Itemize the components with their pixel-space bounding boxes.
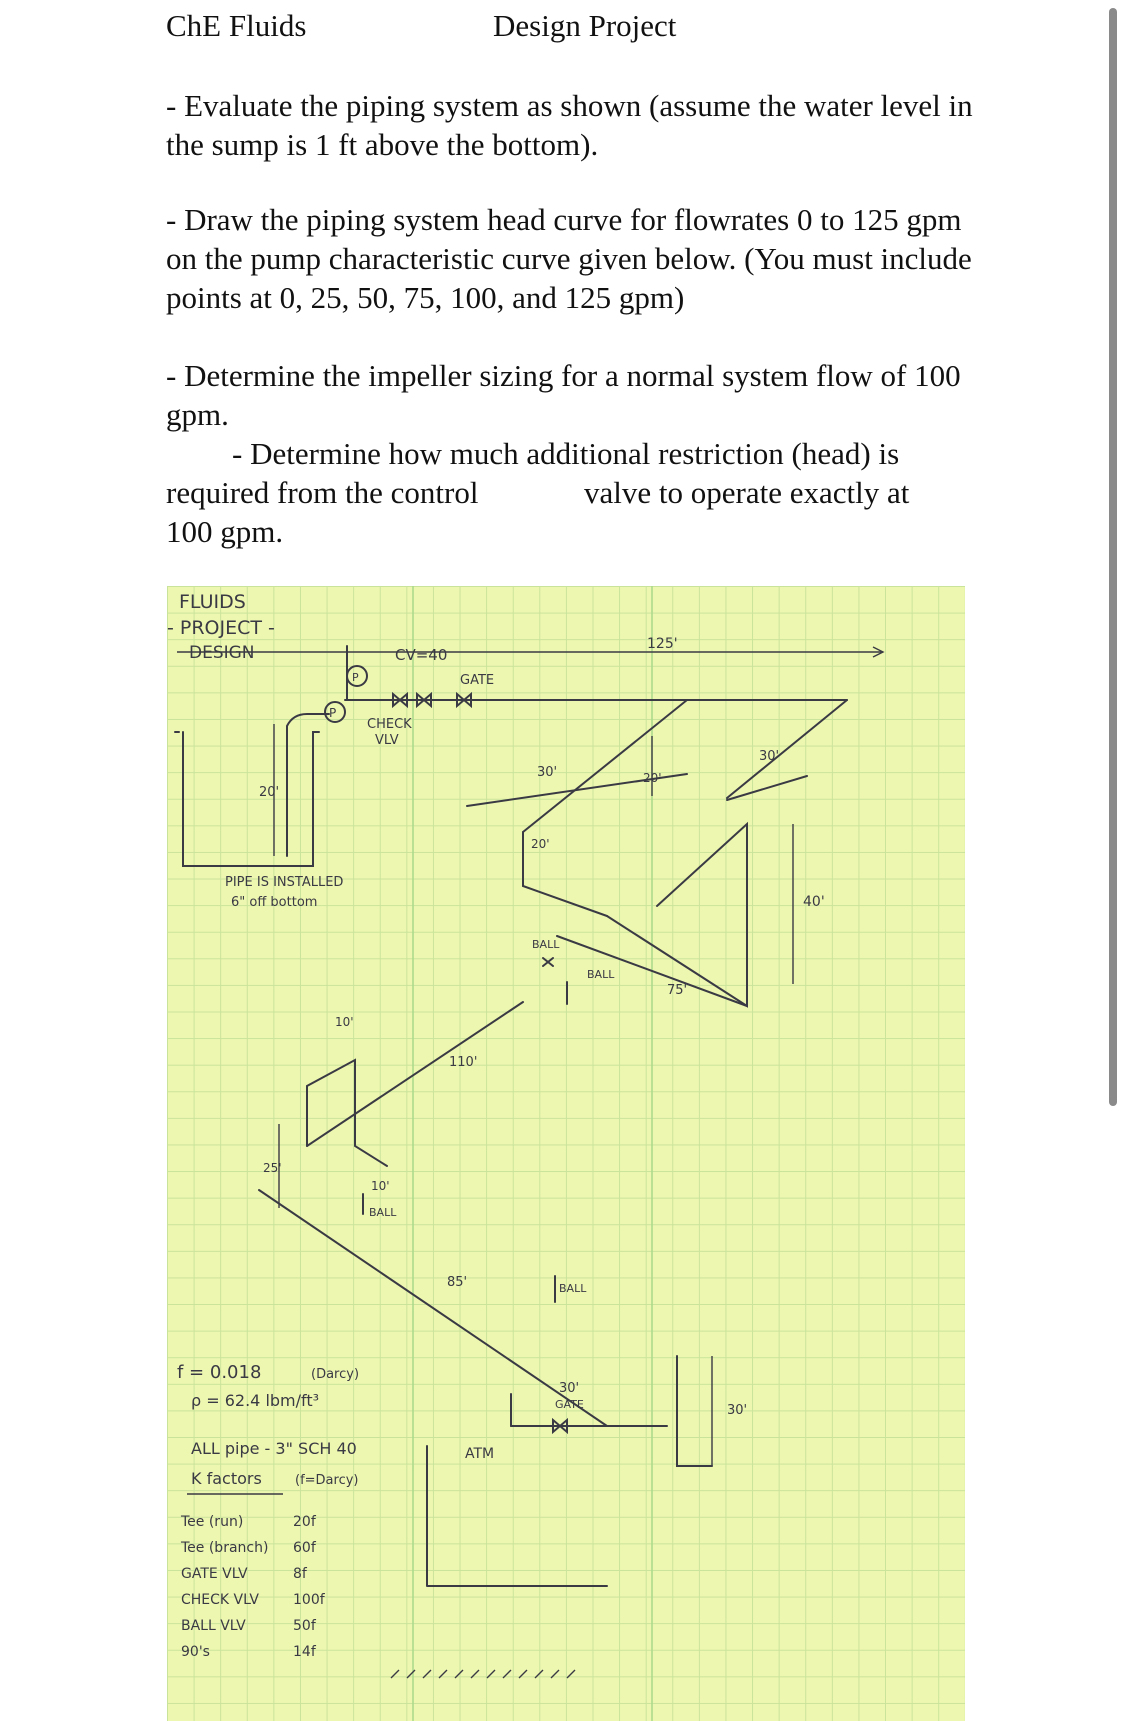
check-valve-label-1: CHECK: [367, 717, 412, 732]
instruction-head-curve: - Draw the piping system head curve for flowrates 0 to 125 gpm on the pump characteristic curve given below. (You must include points at 0, 25, 50, 75, 100, and 125 gpm): [166, 202, 972, 315]
course-label: ChE Fluids: [166, 8, 307, 43]
piping-isometric-drawing: [167, 586, 965, 1721]
density-note: ρ = 62.4 lbm/ft³: [191, 1391, 320, 1410]
k-factor-name: 90's: [181, 1644, 210, 1660]
friction-tag: (Darcy): [311, 1367, 360, 1382]
ball-valve-label-2: BALL: [587, 968, 615, 981]
k-factor-table: [180, 1514, 326, 1660]
dim-10-a: 10': [335, 1015, 354, 1029]
instruction-restriction-line1: - Determine how much additional restriction (head) is: [232, 436, 900, 471]
gate-valve-label: GATE: [460, 673, 495, 688]
dim-40: 40': [803, 894, 825, 910]
pipe-note-line2: 6" off bottom: [231, 895, 318, 910]
k-factors-tag: (f=Darcy): [295, 1473, 359, 1488]
vertical-scrollbar[interactable]: [1109, 8, 1117, 1106]
instruction-restriction-line3: valve to operate exactly at: [584, 475, 910, 510]
instruction-restriction-line4: 100 gpm.: [166, 514, 284, 549]
friction-factor: f = 0.018: [177, 1362, 262, 1383]
dim-30-c: 30': [559, 1381, 580, 1396]
k-factor-name: Tee (branch): [181, 1540, 269, 1556]
k-factors-title: K factors: [191, 1469, 262, 1488]
k-factor-name: GATE VLV: [181, 1566, 248, 1582]
dim-30-b: 30': [759, 749, 780, 764]
svg-text:P: P: [352, 671, 359, 684]
dim-30-a: 30': [537, 765, 558, 780]
instruction-impeller: - Determine the impeller sizing for a normal system flow of 100 gpm.: [166, 358, 961, 432]
ball-valve-label-3: BALL: [369, 1206, 397, 1219]
sketch-title-fluids: FLUIDS: [179, 591, 246, 613]
atm-label: ATM: [465, 1446, 495, 1462]
document-title: Design Project: [493, 8, 677, 43]
k-factor-name: Tee (run): [181, 1514, 244, 1530]
dim-sump-20: 20': [259, 785, 280, 800]
sketch-title-design: DESIGN: [189, 643, 255, 663]
dim-110: 110': [449, 1055, 478, 1070]
k-factor-name: CHECK VLV: [181, 1592, 259, 1608]
k-factor-value: 50f: [293, 1618, 316, 1634]
k-factor-value: 8f: [293, 1566, 307, 1582]
gate-valve-label-2: GATE: [555, 1398, 584, 1411]
pump-symbol: P: [329, 706, 337, 720]
dim-20-c: 20': [531, 837, 550, 851]
pipe-note-line1: PIPE IS INSTALLED: [225, 875, 344, 890]
k-factor-name: BALL VLV: [181, 1618, 246, 1634]
check-valve-label-2: VLV: [375, 733, 399, 748]
ball-valve-label-4: BALL: [559, 1282, 587, 1295]
dim-125: 125': [647, 636, 678, 652]
ball-valve-label-1: BALL: [532, 938, 560, 951]
piping-sketch: [167, 586, 965, 1721]
dim-30-d: 30': [727, 1403, 748, 1418]
dim-85: 85': [447, 1275, 468, 1290]
cv-40-label: CV=40: [395, 646, 448, 664]
k-factor-value: 60f: [293, 1540, 316, 1556]
pipe-spec: ALL pipe - 3" SCH 40: [191, 1439, 357, 1458]
instruction-restriction-line2: required from the control: [166, 475, 479, 510]
instruction-evaluate: - Evaluate the piping system as shown (assume the water level in the sump is 1 ft above the bottom).: [166, 88, 973, 162]
sketch-title-project: - PROJECT -: [167, 617, 275, 639]
dim-25: 25': [263, 1161, 282, 1175]
k-factor-value: 100f: [293, 1592, 325, 1608]
dim-20-b: 20': [643, 771, 662, 785]
dim-75: 75': [667, 983, 688, 998]
k-factor-value: 20f: [293, 1514, 316, 1530]
dim-10-b: 10': [371, 1179, 390, 1193]
k-factor-value: 14f: [293, 1644, 316, 1660]
